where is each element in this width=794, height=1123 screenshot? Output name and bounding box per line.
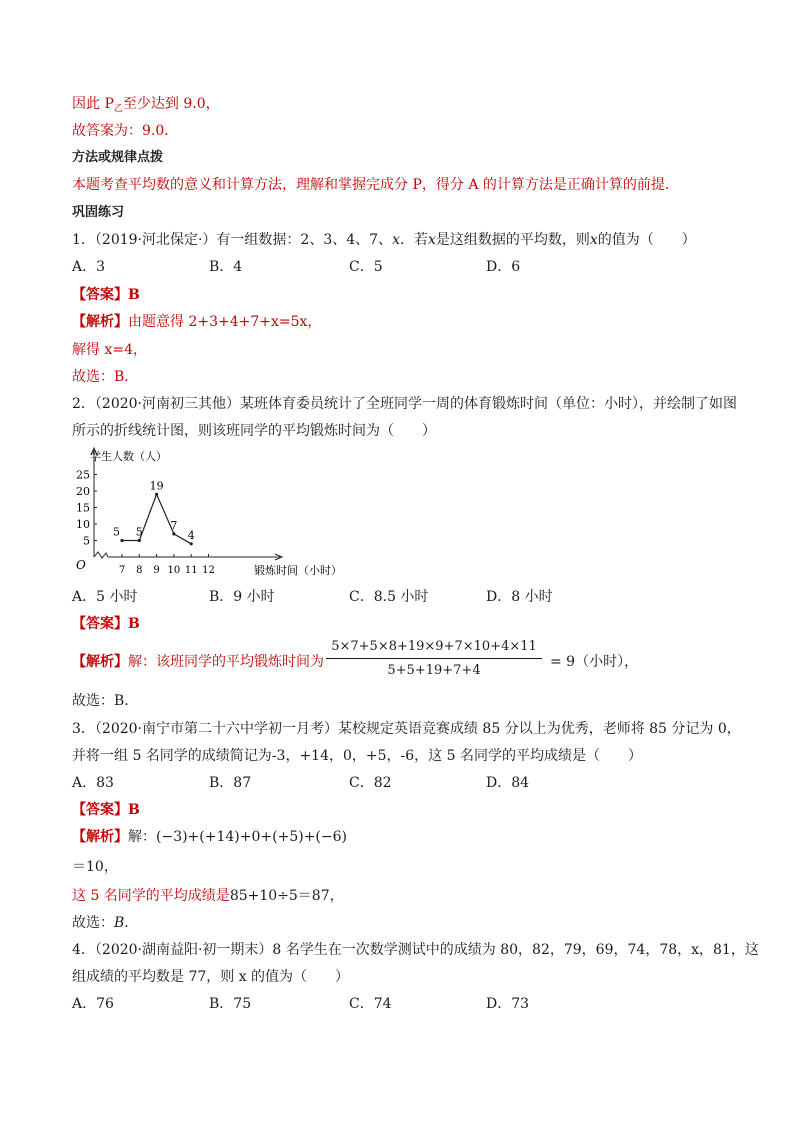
q2-conclusion: 故选：B．: [72, 693, 139, 709]
q1-answer: 【答案】B: [72, 287, 140, 303]
q2-answer: 【答案】B: [72, 616, 140, 632]
intro-line-1-post: 至少达到 9.0，: [122, 96, 220, 112]
q4-option-c[interactable]: C．74: [349, 996, 392, 1012]
q1-analysis-text-1: 由题意得 2+3+4+7+x=5x，: [128, 314, 322, 330]
q1-stem-a: 1．（2019·河北保定·）有一组数据：2、3、4、7、: [72, 232, 393, 248]
series-line: [122, 494, 191, 544]
q3-stem-2: 并将一组 5 名同学的成绩简记为-3，+14，0，+5，-6，这 5 名同学的平均成绩是（ ）: [72, 748, 642, 764]
q2-option-a[interactable]: A．5 小时: [72, 589, 138, 605]
q1-analysis-1: [72, 312, 321, 332]
practice-heading: 巩固练习: [72, 205, 125, 220]
data-label: 7: [170, 518, 178, 532]
q2-analysis-post: = 9（小时），: [550, 654, 639, 670]
q2-fraction-denominator: 5+5+19+7+4: [387, 663, 481, 678]
y-axis-label: 学生人数（人）: [90, 450, 167, 463]
data-label: 4: [187, 528, 195, 542]
q4-stem-2: 组成绩的平均数是 77，则 x 的值为（ ）: [72, 969, 350, 985]
q3-option-b[interactable]: B．87: [209, 775, 252, 791]
data-label: 5: [135, 525, 143, 539]
x-tick-label: 10: [167, 565, 181, 576]
data-label: 19: [149, 479, 164, 493]
q3-conclusion-letter: B: [114, 915, 125, 931]
q2-analysis: [72, 652, 324, 672]
origin-label: O: [76, 558, 86, 572]
y-tick-label: 15: [76, 501, 90, 515]
q2-analysis-label: 【解析】: [72, 654, 128, 670]
q2-fraction-numerator: 5×7+5×8+19×9+7×10+4×11: [326, 639, 542, 659]
data-point: [190, 542, 193, 545]
intro-line-2: 故答案为：9.0．: [72, 123, 179, 139]
data-point: [172, 532, 175, 535]
q3-analysis-1: [72, 827, 347, 847]
q2-option-c[interactable]: C．8.5 小时: [349, 589, 429, 605]
q4-option-b[interactable]: B．75: [209, 996, 252, 1012]
q1-x-3: x: [589, 232, 598, 248]
q3-analysis-3: [72, 886, 344, 906]
x-tick-label: 9: [153, 565, 160, 576]
q2-option-b[interactable]: B．9 小时: [209, 589, 275, 605]
x-tick-label: 8: [136, 565, 143, 576]
q3-conclusion: [72, 913, 138, 933]
q3-answer: 【答案】B: [72, 802, 140, 818]
q4-option-d[interactable]: D．73: [486, 996, 530, 1012]
q3-conclusion-post: ．: [124, 915, 139, 931]
q4-option-a[interactable]: A．76: [72, 996, 114, 1012]
y-tick-label: 20: [76, 485, 90, 498]
q3-option-a[interactable]: A．83: [72, 775, 114, 791]
intro-line-1: [72, 94, 220, 119]
data-point: [120, 539, 123, 542]
x-tick-label: 7: [118, 565, 126, 576]
q1-stem-b: ．若: [399, 232, 428, 248]
q1-analysis-label: 【解析】: [72, 314, 128, 330]
q3-analysis-3-pre: 这 5 名同学的平均成绩是: [72, 888, 230, 904]
y-tick-label: 25: [76, 468, 90, 482]
q1-conclusion: 故选：B．: [72, 369, 139, 385]
q1-stem-c: 是这组数据的平均数，则: [435, 232, 590, 248]
q1-option-a[interactable]: A．3: [72, 259, 106, 275]
q1-option-b[interactable]: B．4: [209, 259, 243, 275]
y-tick-label: 10: [76, 518, 90, 531]
q1-option-d[interactable]: D．6: [486, 259, 521, 275]
q3-option-c[interactable]: C．82: [349, 775, 392, 791]
q3-stem-1: 3．（2020·南宁市第二十六中学初一月考）某校规定英语竞赛成绩 85 分以上为优秀，老师将 85 分记为 0，: [72, 721, 741, 737]
q1-stem: [72, 230, 696, 250]
q1-stem-d: 的值为（ ）: [597, 232, 696, 248]
method-text: 本题考查平均数的意义和计算方法，理解和掌握完成分 P，得分 A 的计算方法是正确计算的前提．: [72, 177, 679, 193]
q2-analysis-pre: 解：该班同学的平均锻炼时间为: [128, 654, 324, 670]
q2-stem-1: 2．（2020·河南初三其他）某班体育委员统计了全班同学一周的体育锻炼时间（单位：小时），并绘制了如图: [72, 396, 737, 412]
y-tick-label: 5: [83, 534, 90, 548]
q2-fraction: [326, 639, 542, 678]
q2-line-chart: [66, 444, 366, 580]
q1-x-2: x: [427, 232, 436, 248]
x-axis-break-mark: [94, 552, 108, 558]
data-label: 5: [113, 525, 120, 539]
x-tick-label: 11: [184, 565, 198, 576]
q1-x-1: x: [392, 232, 400, 248]
q2-stem-2: 所示的折线统计图，则该班同学的平均锻炼时间为（ ）: [72, 423, 436, 439]
method-heading: 方法或规律点拨: [72, 150, 164, 165]
q3-analysis-2: ＝10，: [72, 859, 118, 875]
x-tick-label: 12: [202, 565, 215, 576]
x-axis-label: 锻炼时间（小时）: [254, 564, 342, 577]
q2-option-d[interactable]: D．8 小时: [486, 589, 553, 605]
intro-line-1-sub: 乙: [113, 104, 123, 114]
data-point: [138, 539, 141, 542]
q3-conclusion-pre: 故选：: [72, 915, 114, 931]
q3-option-d[interactable]: D．84: [486, 775, 530, 791]
q1-analysis-2: 解得 x=4，: [72, 342, 147, 358]
q3-analysis-label: 【解析】: [72, 829, 128, 845]
q1-option-c[interactable]: C．5: [349, 259, 383, 275]
data-point: [155, 493, 158, 496]
q4-stem-1: 4．（2020·湖南益阳·初一期末）8 名学生在一次数学测试中的成绩为 80，82，79，69，74，78，x，81，这: [72, 942, 759, 958]
q3-analysis-3-expr: 85+10÷5＝87，: [229, 888, 344, 904]
q3-analysis-text-1: 解：(−3)+(+14)+0+(+5)+(−6): [128, 829, 347, 845]
intro-line-1-pre: 因此 P: [72, 96, 114, 112]
